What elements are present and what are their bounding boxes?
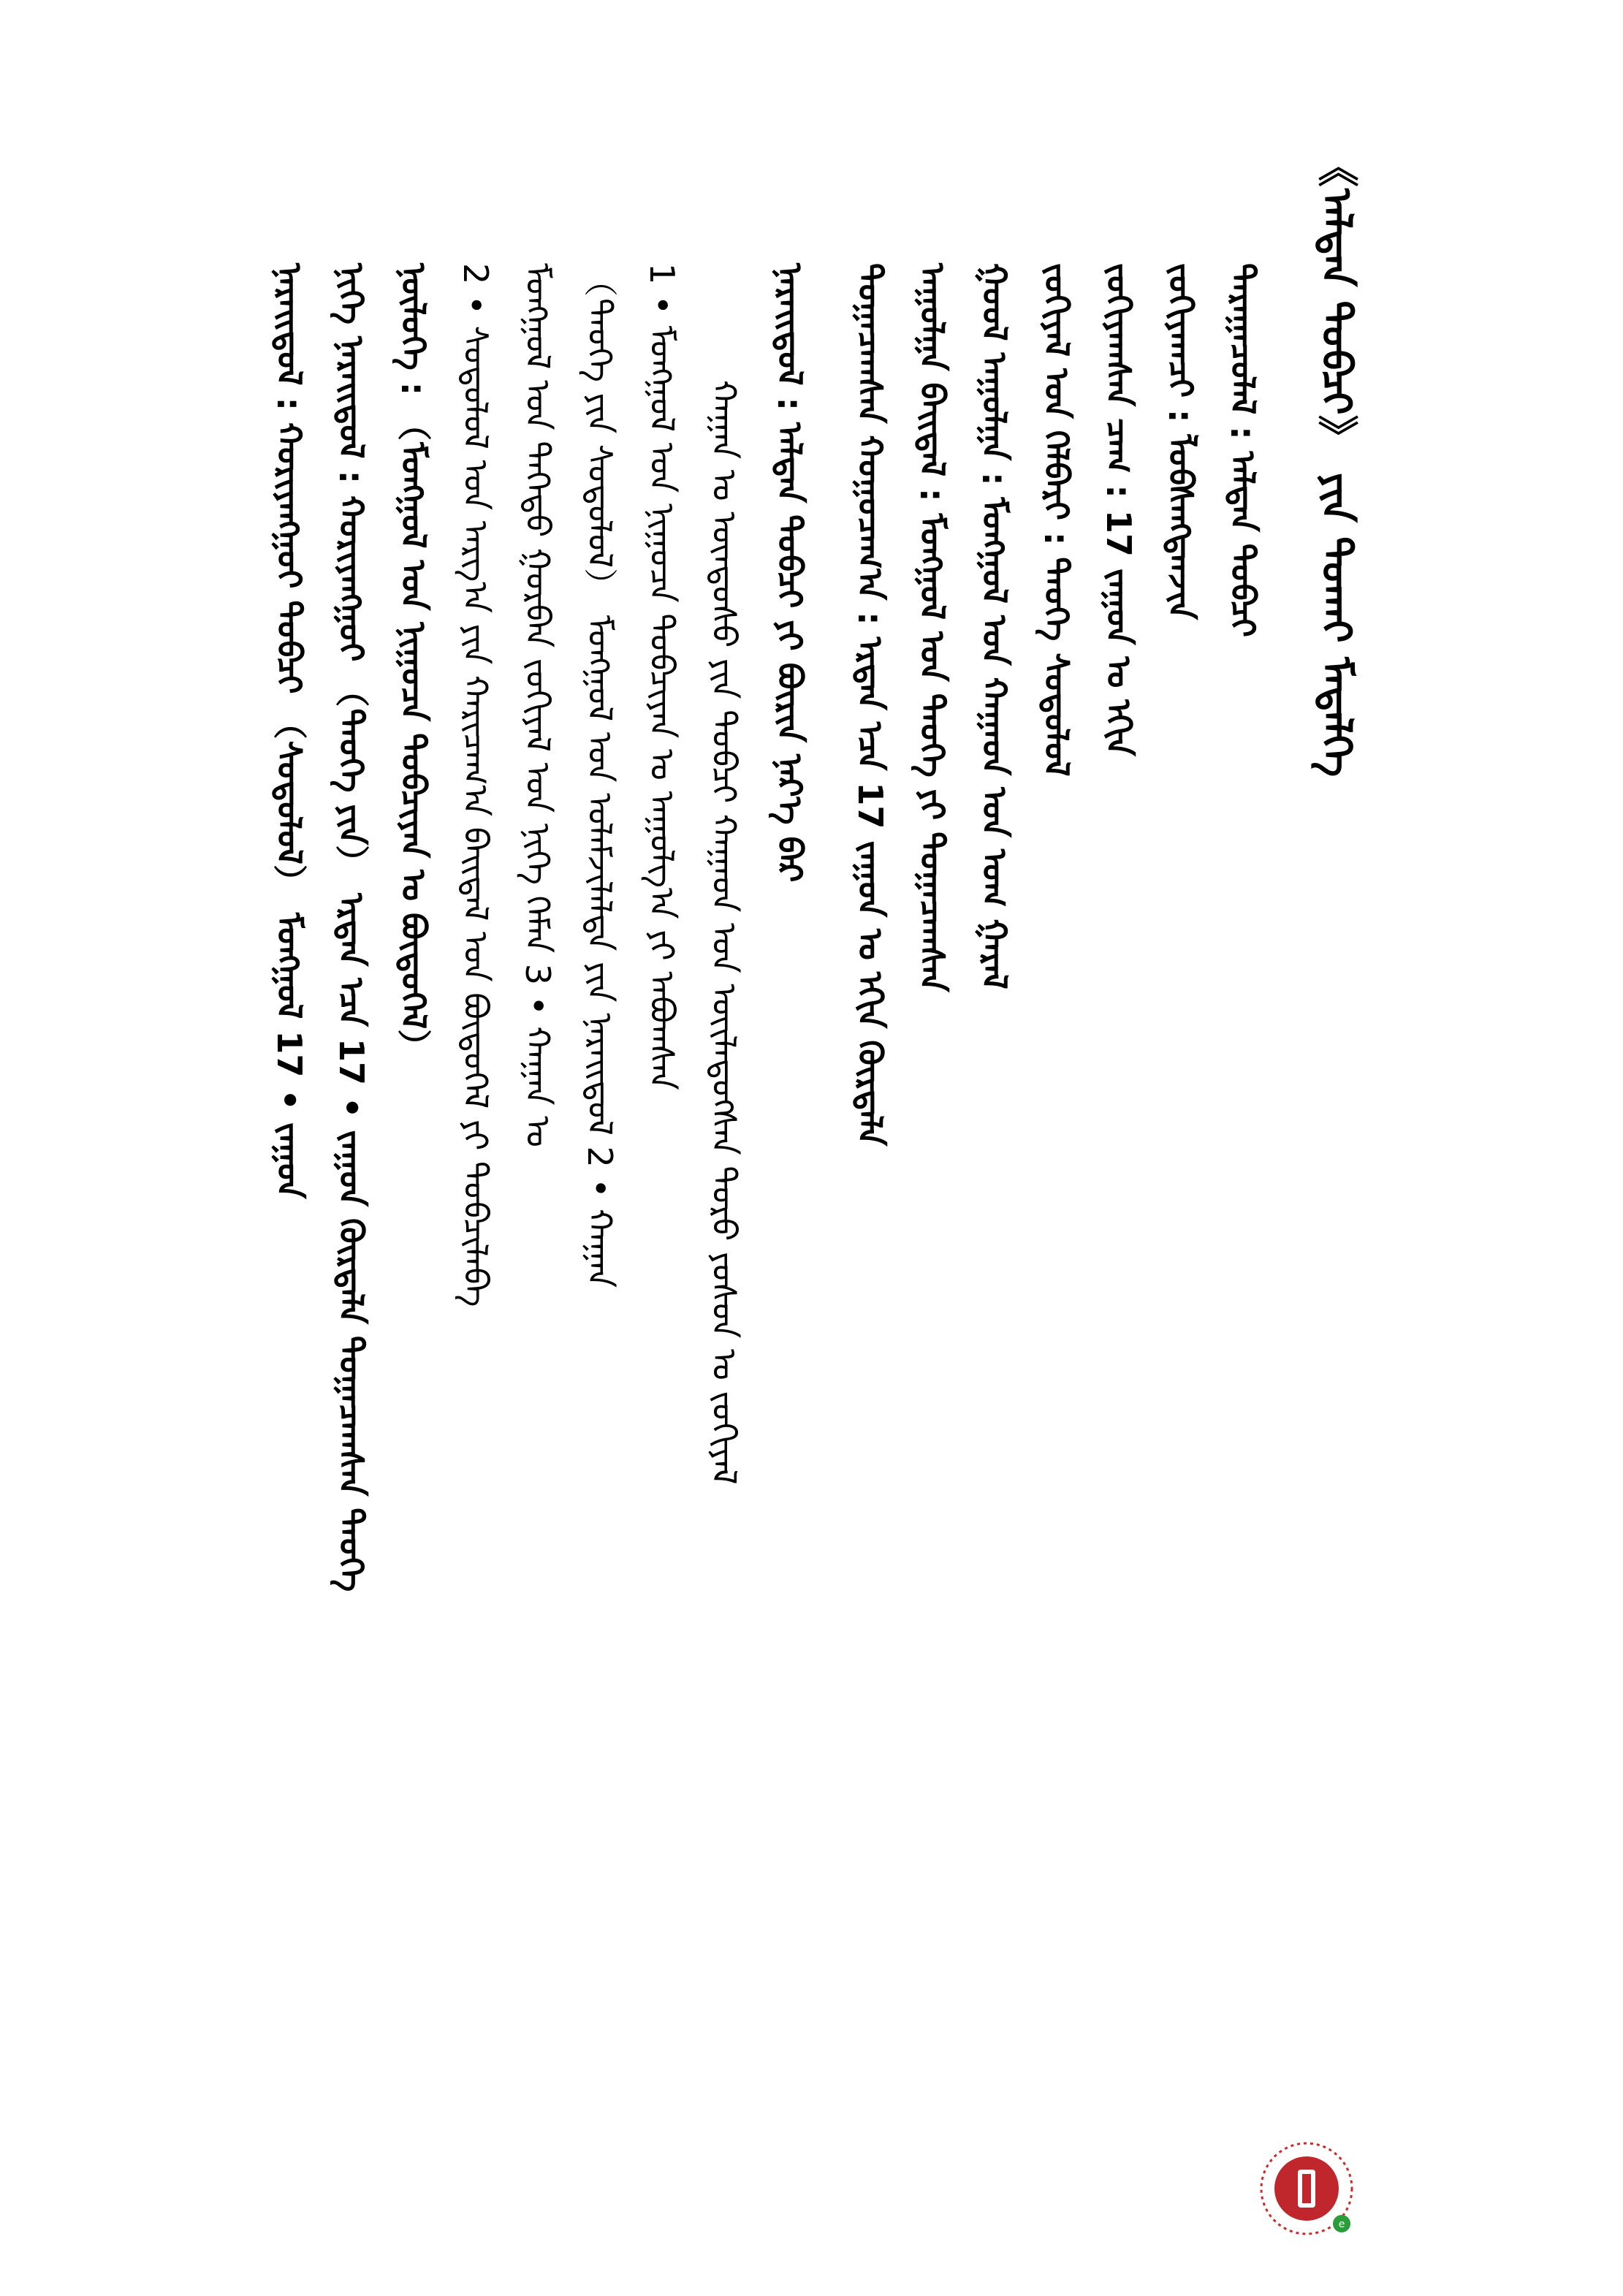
text-line-5: ᠭᠣᠣᠯ ᠠᠭᠤᠯᠭᠠ : ᠮᠣᠩᠭᠣᠯ ᠤᠨ ᠬᠠᠭᠠᠳ ᠤᠨ ᠤᠭ ᠭᠠᠷᠠᠯ xyxy=(975,263,1014,989)
text-line-9: ᠬᠠᠭᠠᠨ ᠤ ᠦᠨᠳᠦᠰᠦ ᠶᠢᠨ ᠲᠣᠪᠴᠢ ᠬᠠᠭᠠᠳ ᠤᠨ ᠦᠢᠯᠡᠳᠦᠭᠰᠡᠨ ᠲᠣᠷᠦ ᠶᠣᠰᠤᠨ ᠤ ᠵᠣᠬᠢᠶᠠᠯ xyxy=(704,380,744,1485)
text-line-10: 1 • ᠮᠣᠩᠭᠣᠯ ᠤᠨ ᠨᠢᠭᠤᠴᠠ ᠲᠣᠪᠴᠢᠶᠠᠨ ᠤ ᠠᠭᠤᠯᠭ᠎ᠠ ᠶᠢ ᠠᠪᠤᠭᠰᠠᠨ xyxy=(642,263,682,1090)
text-line-1: ᠳᠠᠷᠠᠭᠠᠴᠤᠯᠠᠯ : ᠠᠯᠲᠠᠨ ᠲᠣᠪᠴᠢ xyxy=(1223,263,1263,637)
text-line-6: ᠠᠭᠤᠯᠭᠠ ᠪᠠᠢᠳᠠᠯ : ᠮᠣᠩᠭᠣᠯ ᠤᠨ ᠲᠡᠦᠬᠡ ᠶᠢ ᠲᠣᠭᠠᠴᠠᠭᠰᠠᠨ xyxy=(913,263,952,992)
text-line-2: ᠵᠣᠬᠢᠶᠠᠭᠴᠢ : ᠯᠣᠪᠰᠠᠩᠳᠠᠨᠵᠢᠨ xyxy=(1161,263,1201,620)
text-line-12: ᠮᠣᠩᠭᠣᠯ ᠤᠨ ᠳᠡᠭᠡᠳᠦ ᠭᠤᠷᠪᠠᠨ ᠵᠣᠬᠢᠶᠠᠯ ᠤᠨ ᠨᠢᠭᠡ ᠬᠡᠮᠡᠨ 3 • ᠬᠠᠭᠠᠨ ᠤ xyxy=(518,263,558,1148)
page-title: 《ᠠᠯᠲᠠᠨ ᠲᠣᠪᠴᠢ》 ᠶᠢᠨ ᠲᠤᠬᠠᠢ ᠮᠡᠳᠡᠯᠭᠡ xyxy=(1312,146,1360,778)
text-line-15: ᠨᠢᠭᠡ ᠨᠡᠷᠡᠢᠳᠦᠯ : ᠬᠤᠷᠢᠶᠠᠩᠭᠤᠢ （ᠲᠡᠦᠬᠡ ᠶᠢᠨ） ᠡᠷᠲᠡᠨ ᠡᠴᠡ 17 • ᠵᠠᠭᠤᠨ ᠬᠦᠷᠲᠡᠯᠡ ᠲᠣᠭᠠᠴᠠᠭᠰᠠᠨ ᠲᠡᠦᠬᠡ xyxy=(332,263,371,1592)
text-line-16: ᠨᠡᠷᠡᠢᠳᠦᠯ : ᠬᠤᠷᠢᠶᠠᠩᠭᠤᠢ ᠲᠣᠪᠴᠢ （ᠰᠤᠳᠤᠯᠤᠯ） ᠮᠣᠩᠭᠣᠯ 17 • ᠵᠠᠭᠤᠨ xyxy=(270,263,309,1199)
svg-text:e: e xyxy=(1338,2219,1345,2230)
text-line-11: （ᠲᠡᠦᠬᠡ ᠶᠢᠨ ᠰᠤᠳᠤᠯᠤᠯ） ᠮᠣᠩᠭᠣᠯ ᠤᠨ ᠤᠯᠠᠮᠵᠢᠯᠠᠯᠲᠠ ᠶᠢᠨ ᠨᠡᠷᠡᠢᠳᠦᠯ 2 • ᠬᠠᠭᠠᠨ xyxy=(580,263,620,1288)
text-line-7: ᠲᠣᠭᠠᠴᠠᠭᠰᠠᠨ ᠬᠤᠭᠤᠴᠠᠭ᠎ᠠ : ᠡᠷᠲᠡᠨ ᠡᠴᠡ 17 ᠵᠠᠭᠤᠨ ᠤ ᠡᠬᠢᠨ ᠬᠦᠷᠲᠡᠯᠡ xyxy=(851,263,890,1147)
text-line-3: ᠵᠣᠬᠢᠶᠠᠭᠰᠠᠨ ᠴᠠᠭ : 17 ᠵᠠᠭᠤᠨ ᠤ ᠡᠬᠢᠨ xyxy=(1099,263,1139,756)
text-line-4: ᠵᠣᠬᠢᠶᠠᠯ ᠤᠨ ᠬᠡᠯᠪᠡᠷᠢ : ᠲᠡᠦᠬᠡ ᠰᠤᠳᠤᠯᠤᠯ xyxy=(1037,263,1076,777)
text-line-8: ᠨᠡᠷᠡᠢᠳᠦᠯ : ᠠᠯᠲᠠᠨ ᠲᠣᠪᠴᠢ ᠶᠢ ᠪᠦᠷᠢᠨ ᠨᠡᠷ᠎ᠡ ᠪᠡᠷ xyxy=(770,263,810,883)
app-logo-icon xyxy=(1255,2137,1358,2240)
text-line-14: ᠨᠥᠯᠦᠭᠡ : （ᠮᠣᠩᠭᠣᠯ ᠤᠨ ᠨᠢᠭᠤᠴᠠ ᠲᠣᠪᠴᠢᠶᠠᠨ ᠤ ᠪᠦᠲᠦᠭᠡᠯ） xyxy=(394,263,433,1065)
text-line-13: 2 • ᠰᠤᠳᠤᠯᠤᠯ ᠤᠨ ᠠᠷᠭ᠎ᠠ ᠶᠢᠨ ᠬᠠᠷᠢᠴᠠᠭ᠎ᠠ ᠪᠠᠢᠳᠠᠯ ᠤᠨ ᠪᠦᠲᠦᠭᠡᠯ ᠶᠢ ᠲᠣᠪᠴᠢᠯᠠᠪᠠ xyxy=(456,263,495,1307)
